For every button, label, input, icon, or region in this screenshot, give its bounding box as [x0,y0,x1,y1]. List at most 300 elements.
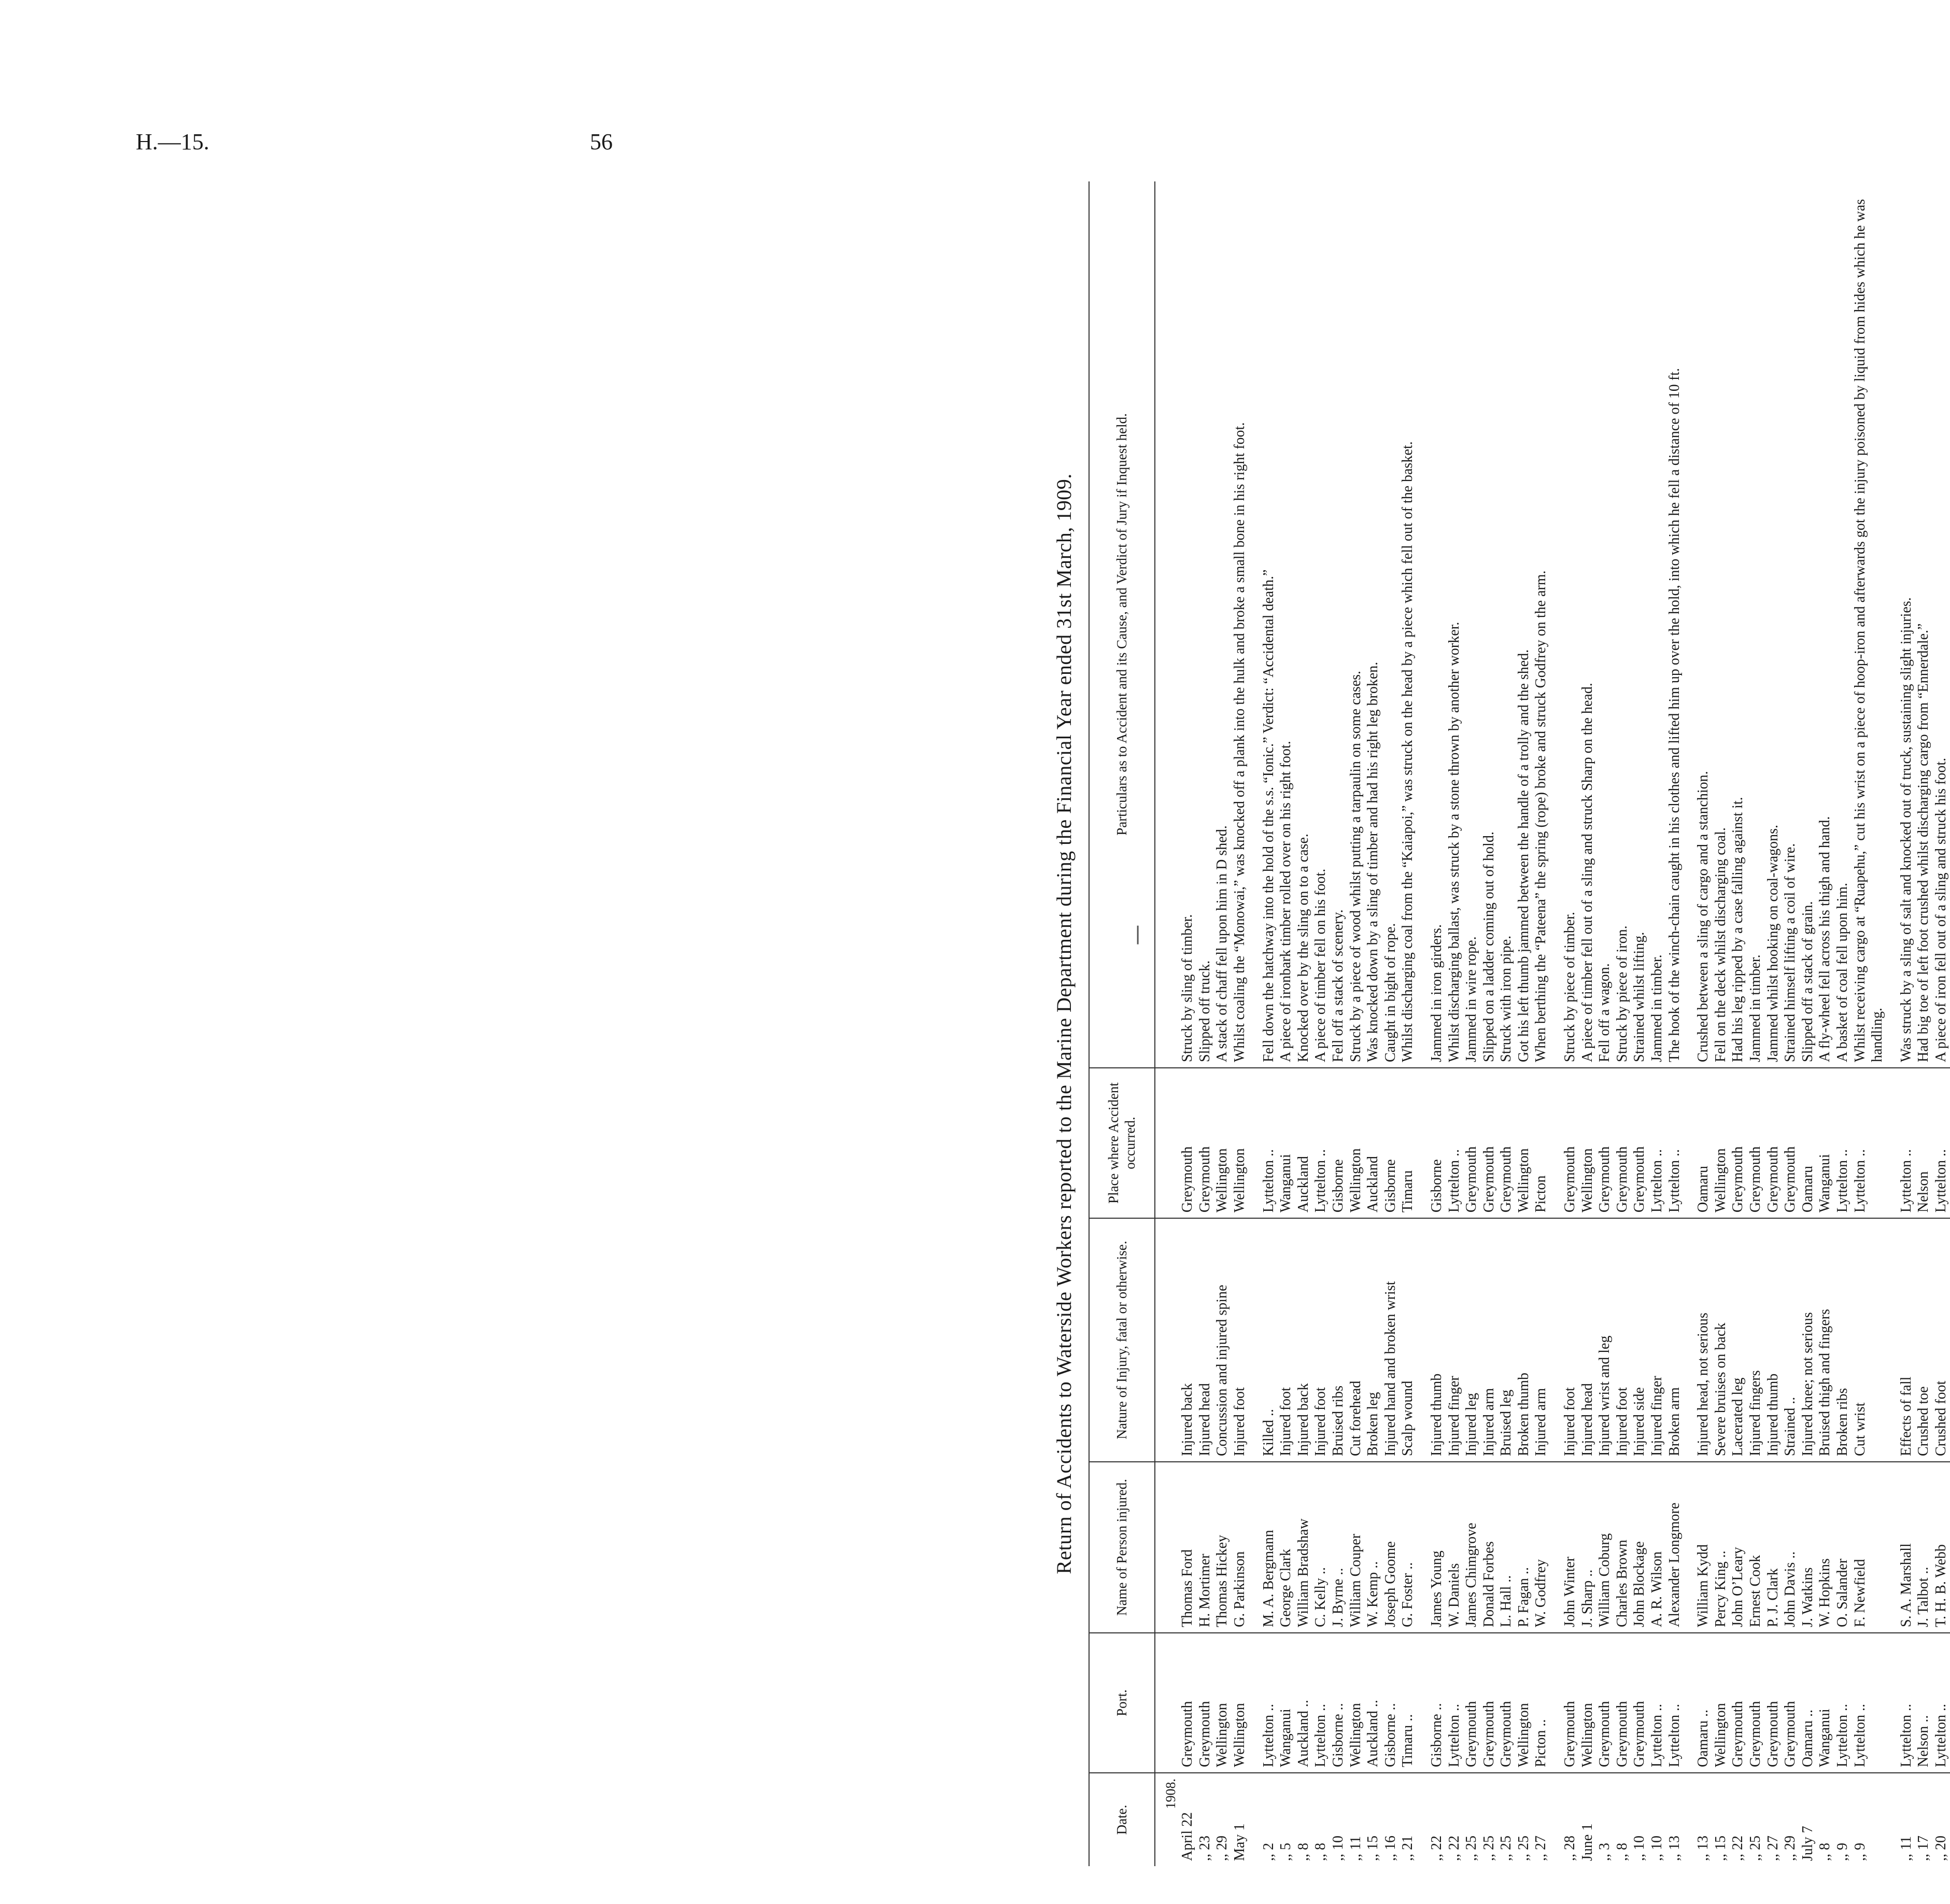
cell-port: Auckland .. [1364,1633,1382,1773]
cell-date: ,, 8 [1312,1843,1329,1861]
cell-place: Wanganui [1277,1068,1295,1218]
cell-name: F. Newfield [1852,1462,1886,1633]
cell-date: ,, 16 [1382,1836,1398,1861]
cell-date: ,, 25 [1480,1836,1497,1861]
cell-name: J. Byrne .. [1330,1462,1347,1633]
cell-place: Greymouth [1782,1068,1799,1218]
cell-port: Greymouth [1497,1633,1515,1773]
cell-place: Wellington [1231,1068,1249,1218]
cell-name: C. Kelly .. [1312,1462,1330,1633]
table-row [1915,181,1932,1866]
cell-place: Greymouth [1497,1068,1515,1218]
cell-date: ,, 15 [1365,1836,1381,1861]
table-row [1932,181,1950,1866]
cell-port: Wellington [1213,1633,1231,1773]
cell-port: Lyttelton .. [1886,1633,1915,1773]
cell-date: ,, 15 [1712,1836,1729,1861]
cell-date: ,, 11 [1898,1836,1914,1861]
cell-particulars: Had his leg ripped by a case falling against it. [1729,181,1747,1068]
cell-particulars: Strained himself lifting a coil of wire. [1782,181,1799,1068]
cell-port: Lyttelton .. [1666,1633,1684,1773]
cell-place: Wellington [1213,1068,1231,1218]
cell-date: April 22 [1179,1812,1196,1861]
cell-place: Oamaru [1799,1068,1817,1218]
table-row [1666,181,1684,1866]
table-row [1347,181,1365,1866]
cell-name: A. R. Wilson [1648,1462,1666,1633]
cell-injury: Injured head [1579,1218,1596,1462]
table-row [1515,181,1533,1866]
cell-particulars: Struck with iron pipe. [1497,181,1515,1068]
cell-name: W. Daniels [1446,1462,1463,1633]
cell-name: W. Kemp .. [1364,1462,1382,1633]
table-row [1631,181,1648,1866]
cell-particulars: Slipped off truck. [1196,181,1214,1068]
cell-injury: Injured arm [1480,1218,1498,1462]
cell-name: Charles Brown [1614,1462,1631,1633]
cell-name: George Clark [1277,1462,1295,1633]
cell-port: Wellington [1347,1633,1365,1773]
cell-date: ,, 17 [1915,1836,1932,1861]
cell-particulars: A piece of timber fell on his foot. [1312,181,1330,1068]
cell-name: William Kydd [1683,1462,1712,1633]
cell-place: Wanganui [1816,1068,1834,1218]
table-row [1497,181,1515,1866]
cell-place: Lyttelton .. [1249,1068,1278,1218]
table-row [1231,181,1249,1866]
cell-injury: Bruised leg [1497,1218,1515,1462]
table-row [1747,181,1764,1866]
cell-particulars: Slipped off a stack of grain. [1799,181,1817,1068]
table-row [1364,181,1382,1866]
cell-injury: Injured hand and broken wrist [1382,1218,1400,1462]
cell-name: G. Parkinson [1231,1462,1249,1633]
cell-name: P. J. Clark [1764,1462,1782,1633]
cell-particulars: Fell off a stack of scenery. [1330,181,1347,1068]
cell-name: J. Watkins [1799,1462,1817,1633]
table-row [1852,181,1886,1866]
cell-port: Lyttelton .. [1834,1633,1852,1773]
cell-injury: Injured leg [1463,1218,1480,1462]
cell-name: Percy King .. [1712,1462,1730,1633]
table-row [1886,181,1915,1866]
cell-name: S. A. Marshall [1886,1462,1915,1633]
cell-date: ,, 28 [1562,1836,1578,1861]
cell-date: ,, 2 [1260,1843,1277,1861]
cell-injury: Killed .. [1249,1218,1278,1462]
cell-port [1155,1633,1179,1773]
cell-particulars: Got his left thumb jammed between the handle of a trolly and the shed. [1515,181,1533,1068]
cell-date: ,, 25 [1498,1836,1515,1861]
cell-injury: Injured foot [1614,1218,1631,1462]
cell-date: ,, 10 [1631,1836,1648,1861]
cell-port: Lyttelton .. [1249,1633,1278,1773]
cell-port: Auckland .. [1295,1633,1312,1773]
cell-name: Donald Forbes [1480,1462,1498,1633]
cell-particulars: A basket of coal fell upon him. [1834,181,1852,1068]
cell-injury: Injured thumb [1764,1218,1782,1462]
cell-particulars: Whilst discharging coal from the “Kaiapoi,” was struck on the head by a piece which fell out of the basket. [1399,181,1417,1068]
cell-particulars: Was struck by a sling of salt and knocked out of truck, sustaining slight injuries. [1886,181,1915,1068]
cell-date: ,, 25 [1463,1836,1480,1861]
cell-injury: Injured back [1295,1218,1312,1462]
table-row [1249,181,1278,1866]
cell-name: W. Godfrey [1532,1462,1550,1633]
table-row [1614,181,1631,1866]
cell-date: ,, 25 [1515,1836,1532,1861]
cell-injury: Injured foot [1550,1218,1579,1462]
cell-name: O. Salander [1834,1462,1852,1633]
table-row [1417,181,1446,1866]
cell-place: Wellington [1712,1068,1730,1218]
cell-name: William Bradshaw [1295,1462,1312,1633]
cell-date: ,, 29 [1782,1836,1799,1861]
cell-place: Gisborne [1417,1068,1446,1218]
col-date-header: Date. [1089,1773,1155,1866]
cell-date: ,, 8 [1614,1843,1630,1861]
cell-name: Thomas Ford [1179,1462,1196,1633]
cell-injury: Bruised ribs [1330,1218,1347,1462]
cell-date: ,, 27 [1533,1836,1549,1861]
cell-name: L. Hall .. [1497,1462,1515,1633]
cell-injury: Lacerated leg [1729,1218,1747,1462]
cell-date: ,, 21 [1400,1836,1416,1861]
cell-place: Lyttelton .. [1932,1068,1950,1218]
cell-place: Greymouth [1729,1068,1747,1218]
table-row [1312,181,1330,1866]
cell-date: ,, 20 [1932,1836,1949,1861]
cell-place: Greymouth [1179,1068,1196,1218]
cell-name: John Winter [1550,1462,1579,1633]
cell-name: Thomas Hickey [1213,1462,1231,1633]
cell-place: Gisborne [1382,1068,1400,1218]
cell-injury: Injured head [1196,1218,1214,1462]
table-row [1446,181,1463,1866]
table-heading: Return of Accidents to Waterside Workers reported to the Marine Department during the Financial Year ended 31st March, 1909. [1052,473,1076,1574]
cell-port: Greymouth [1747,1633,1764,1773]
cell-place: Greymouth [1550,1068,1579,1218]
table-row [1799,181,1817,1866]
cell-injury: Injured wrist and leg [1596,1218,1614,1462]
cell-injury: Injured foot [1231,1218,1249,1462]
cell-place: Greymouth [1614,1068,1631,1218]
table-row [1480,181,1498,1866]
cell-place: Greymouth [1747,1068,1764,1218]
cell-port: Lyttelton .. [1932,1633,1950,1773]
cell-place: Nelson [1915,1068,1932,1218]
cell-place: Lyttelton .. [1312,1068,1330,1218]
cell-injury: Injured arm [1532,1218,1550,1462]
col-particulars-header: Particulars as to Accident and its Cause, and Verdict of Jury if Inquest held. [1089,181,1155,1068]
cell-port: Greymouth [1550,1633,1579,1773]
cell-name: P. Fagan .. [1515,1462,1533,1633]
col-place-header: Place where Accident occurred. [1089,1068,1155,1218]
cell-particulars: Caught in bight of rope. [1382,181,1400,1068]
cell-port: Gisborne .. [1330,1633,1347,1773]
cell-place: Lyttelton .. [1852,1068,1886,1218]
page-reference: H.—15. [136,129,209,154]
cell-date: ,, 27 [1764,1836,1781,1861]
cell-particulars: Fell down the hatchway into the hold of the s.s. “Ionic.” Verdict: “Accidental death.” [1249,181,1278,1068]
table-row [1532,181,1550,1866]
cell-port: Greymouth [1596,1633,1614,1773]
table-row [1330,181,1347,1866]
col-name-header: Name of Person injured. [1089,1462,1155,1633]
table-row [1579,181,1596,1866]
cell-port: Wellington [1579,1633,1596,1773]
table-row [1816,181,1834,1866]
cell-place: Auckland [1364,1068,1382,1218]
cell-date: ,, 11 [1347,1836,1364,1861]
cell-injury: Injured thumb [1417,1218,1446,1462]
accidents-table [1089,181,1950,1866]
table-row [1382,181,1400,1866]
cell-date: ,, 13 [1695,1836,1712,1861]
cell-name: J. Talbot .. [1915,1462,1932,1633]
cell-place: Greymouth [1631,1068,1648,1218]
cell-port: Greymouth [1782,1633,1799,1773]
cell-place: Oamaru [1683,1068,1712,1218]
cell-injury [1155,1218,1179,1462]
table-row [1596,181,1614,1866]
cell-date: ,, 29 [1214,1836,1231,1861]
cell-place: Greymouth [1196,1068,1214,1218]
cell-injury: Broken ribs [1834,1218,1852,1462]
cell-name: James Young [1417,1462,1446,1633]
cell-place: Picton [1532,1068,1550,1218]
cell-injury: Injured foot [1312,1218,1330,1462]
page-number: 56 [590,129,613,154]
cell-injury: Scalp wound [1399,1218,1417,1462]
cell-name: Ernest Cook [1747,1462,1764,1633]
cell-place: Lyttelton .. [1666,1068,1684,1218]
cell-name: Alexander Longmore [1666,1462,1684,1633]
cell-port: Greymouth [1764,1633,1782,1773]
cell-place: Lyttelton .. [1446,1068,1463,1218]
cell-place: Wellington [1515,1068,1533,1218]
cell-particulars: Fell off a wagon. [1596,181,1614,1068]
cell-date: May 1 [1231,1823,1248,1861]
cell-date: ,, 10 [1330,1836,1346,1861]
cell-port: Greymouth [1729,1633,1747,1773]
cell-place: Wellington [1347,1068,1365,1218]
cell-port: Greymouth [1196,1633,1214,1773]
cell-particulars: Slipped on a ladder coming out of hold. [1480,181,1498,1068]
cell-date: July 7 [1799,1826,1816,1861]
cell-particulars: Strained whilst lifting. [1631,181,1648,1068]
cell-port: Greymouth [1480,1633,1498,1773]
cell-port: Greymouth [1614,1633,1631,1773]
cell-port: Wellington [1231,1633,1249,1773]
header-row [1089,181,1155,1866]
cell-particulars: Was knocked down by a sling of timber and had his right leg broken. [1364,181,1382,1068]
table-row [1550,181,1579,1866]
cell-date: ,, 23 [1196,1836,1213,1861]
table-row [1729,181,1747,1866]
table-row [1782,181,1799,1866]
table-row [1764,181,1782,1866]
cell-particulars: The hook of the winch-chain caught in his clothes and lifted him up over the hold, into which he fell a distance of 10 ft. [1666,181,1684,1068]
table-row [1213,181,1231,1866]
cell-port: Wellington [1712,1633,1730,1773]
cell-particulars: Jammed in timber. [1747,181,1764,1068]
cell-port: Wanganui [1277,1633,1295,1773]
cell-particulars: Whilst discharging ballast, was struck by a stone thrown by another worker. [1446,181,1463,1068]
cell-injury: Strained .. [1782,1218,1799,1462]
cell-injury: Injured finger [1648,1218,1666,1462]
cell-port: Lyttelton .. [1648,1633,1666,1773]
cell-injury: Bruised thigh and fingers [1816,1218,1834,1462]
cell-injury: Injured side [1631,1218,1648,1462]
cell-particulars: A stack of chaff fell upon him in D shed. [1213,181,1231,1068]
cell-place: Greymouth [1463,1068,1480,1218]
cell-injury: Cut forehead [1347,1218,1365,1462]
cell-particulars: Jammed in timber. [1648,181,1666,1068]
table-row [1834,181,1852,1866]
cell-port: Picton .. [1532,1633,1550,1773]
cell-port: Greymouth [1463,1633,1480,1773]
cell-date: ,, 13 [1666,1836,1683,1861]
cell-name: John O’Leary [1729,1462,1747,1633]
cell-particulars: Jammed in wire rope. [1463,181,1480,1068]
table-row [1277,181,1295,1866]
cell-injury: Injured foot [1277,1218,1295,1462]
cell-place: Wellington [1579,1068,1596,1218]
col-port-header: Port. [1089,1633,1155,1773]
cell-particulars: When berthing the “Pateena” the spring (rope) broke and struck Godfrey on the arm. [1532,181,1550,1068]
cell-port: Oamaru .. [1799,1633,1817,1773]
table-row [1295,181,1312,1866]
cell-particulars: Knocked over by the sling on to a case. [1295,181,1312,1068]
cell-injury: Severe bruises on back [1712,1218,1730,1462]
cell-place: Lyttelton .. [1648,1068,1666,1218]
cell-name: William Couper [1347,1462,1365,1633]
table-row [1155,181,1179,1866]
cell-place: Lyttelton .. [1886,1068,1915,1218]
cell-date: ,, 8 [1295,1843,1311,1861]
cell-injury: Broken leg [1364,1218,1382,1462]
table-row [1712,181,1730,1866]
cell-injury: Injured finger [1446,1218,1463,1462]
table-row [1179,181,1196,1866]
cell-particulars: A piece of timber fell out of a sling and struck Sharp on the head. [1579,181,1596,1068]
cell-name: Joseph Goome [1382,1462,1400,1633]
cell-date: ,, 5 [1278,1843,1294,1861]
cell-port: Lyttelton .. [1312,1633,1330,1773]
cell-place: Greymouth [1596,1068,1614,1218]
table-row [1648,181,1666,1866]
cell-place [1155,1068,1179,1218]
cell-name: W. Hopkins [1816,1462,1834,1633]
cell-date: ,, 22 [1428,1836,1445,1861]
scan-mark: ❘ [1130,923,1146,944]
cell-injury: Injured knee; not serious [1799,1218,1817,1462]
cell-name: John Davis .. [1782,1462,1799,1633]
col-injury-header: Nature of Injury, fatal or otherwise. [1089,1218,1155,1462]
cell-date: ,, 10 [1649,1836,1665,1861]
cell-name: G. Foster .. [1399,1462,1417,1633]
cell-particulars: Struck by piece of timber. [1550,181,1579,1068]
cell-name: T. H. B. Webb [1932,1462,1950,1633]
cell-name: M. A. Bergmann [1249,1462,1278,1633]
cell-particulars: A piece of ironbark timber rolled over on his right foot. [1277,181,1295,1068]
cell-particulars: A piece of iron fell out of a sling and struck his foot. [1932,181,1950,1068]
cell-injury: Injured back [1179,1218,1196,1462]
cell-date: 1908. [1163,1779,1178,1809]
cell-date: ,, 8 [1817,1843,1833,1861]
cell-injury: Concussion and injured spine [1213,1218,1231,1462]
cell-injury: Broken arm [1666,1218,1684,1462]
cell-port: Wellington [1515,1633,1533,1773]
cell-name [1155,1462,1179,1633]
cell-port: Oamaru .. [1683,1633,1712,1773]
cell-name: J. Sharp .. [1579,1462,1596,1633]
cell-date: ,, 9 [1834,1843,1850,1861]
cell-port: Timaru .. [1399,1633,1417,1773]
cell-date: ,, 22 [1446,1836,1462,1861]
cell-name: James Chimgrove [1463,1462,1480,1633]
cell-port: Gisborne .. [1417,1633,1446,1773]
table-row [1683,181,1712,1866]
cell-date: ,, 25 [1747,1836,1763,1861]
cell-port: Lyttelton .. [1446,1633,1463,1773]
cell-injury: Cut wrist [1852,1218,1886,1462]
table-row [1463,181,1480,1866]
cell-particulars: Crushed between a sling of cargo and a stanchion. [1683,181,1712,1068]
cell-date: ,, 22 [1730,1836,1746,1861]
cell-port: Wanganui [1816,1633,1834,1773]
cell-name: H. Mortimer [1196,1462,1214,1633]
rotated-table-block [1039,181,1949,1866]
cell-port: Greymouth [1179,1633,1196,1773]
cell-injury: Crushed toe [1915,1218,1932,1462]
cell-place: Gisborne [1330,1068,1347,1218]
cell-particulars [1155,181,1179,1068]
cell-particulars: Jammed whilst hooking on coal-wagons. [1764,181,1782,1068]
table-body [1155,181,1950,1866]
cell-injury: Injured fingers [1747,1218,1764,1462]
cell-port: Nelson .. [1915,1633,1932,1773]
cell-port: Gisborne .. [1382,1633,1400,1773]
cell-place: Lyttelton .. [1834,1068,1852,1218]
cell-particulars: Jammed in iron girders. [1417,181,1446,1068]
cell-particulars: Struck by sling of timber. [1179,181,1196,1068]
cell-particulars: Struck by a piece of wood whilst putting a tarpaulin on some cases. [1347,181,1365,1068]
cell-injury: Broken thumb [1515,1218,1533,1462]
cell-place: Auckland [1295,1068,1312,1218]
cell-place: Greymouth [1764,1068,1782,1218]
cell-particulars: Had big toe of left foot crushed whilst discharging cargo from “Ennerdale.” [1915,181,1932,1068]
cell-injury: Injured head, not serious [1683,1218,1712,1462]
cell-place: Timaru [1399,1068,1417,1218]
cell-injury: Effects of fall [1886,1218,1915,1462]
cell-particulars: A fly-wheel fell across his thigh and hand. [1816,181,1834,1068]
cell-name: William Coburg [1596,1462,1614,1633]
table-row [1196,181,1214,1866]
cell-date: June 1 [1579,1823,1595,1861]
cell-place: Greymouth [1480,1068,1498,1218]
cell-port: Lyttelton .. [1852,1633,1886,1773]
cell-particulars: Whilst coaling the “Monowai,” was knocked off a plank into the hulk and broke a small bone in his right foot. [1231,181,1249,1068]
table-row [1399,181,1417,1866]
cell-particulars: Struck by piece of iron. [1614,181,1631,1068]
cell-injury: Crushed foot [1932,1218,1950,1462]
cell-particulars: Fell on the deck whilst discharging coal. [1712,181,1730,1068]
cell-date: ,, 3 [1596,1843,1613,1861]
cell-date: ,, 9 [1852,1843,1868,1861]
cell-name: John Blockage [1631,1462,1648,1633]
cell-particulars: Whilst receiving cargo at “Ruapehu,” cut his wrist on a piece of hoop-iron and afterwards got the injury poisoned by liquid from hides which he was handling. [1852,181,1886,1068]
